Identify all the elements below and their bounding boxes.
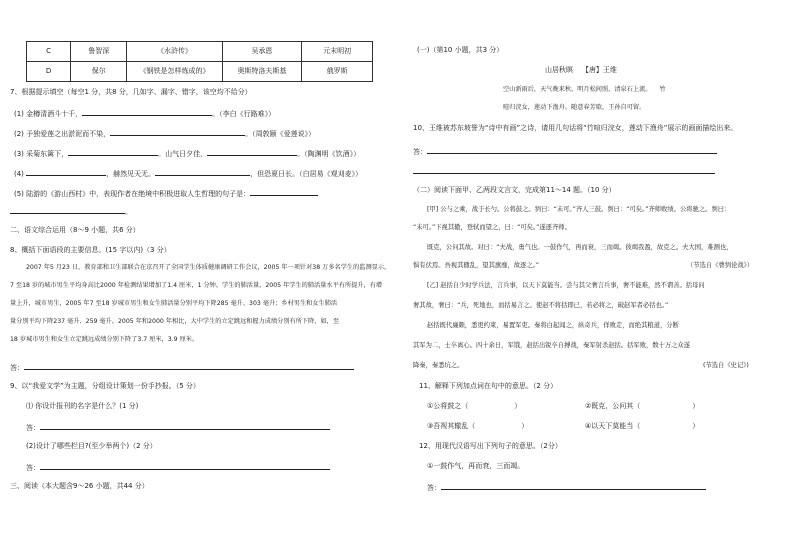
q11-close: ） [521,422,529,430]
answer-blank[interactable] [427,146,717,154]
q10-answer-line-2 [413,166,715,176]
answer-label: 答： [26,424,40,432]
q11-d: ④以天下莫能当（ [585,422,641,430]
q7-s3 [14,148,360,158]
q7-s2-prefix: (2) 予独爱莲之出淤泥而不染， [14,130,111,138]
q11-row-1 [427,402,521,410]
yi-line-5: 降秦，秦悉坑之。 [413,362,464,369]
jia-line-3: 既克，公问其故。对曰：“夫战，勇气也。一鼓作气，再而衰，三而竭。彼竭我盈，故克之。夫大国，难测也， [427,244,733,251]
q12-title: 12、用现代汉语写出下列句子的意思。（2分） [419,442,562,450]
table-row [27,62,373,82]
jia-line-1 [427,206,730,214]
part-2-heading: （二）阅读下面甲、乙两段文言文，完成第11～14 题。（10 分） [413,186,616,194]
q8-p5: 18 岁城市男生和女生立定跳远成绩分别下降了3.7 厘米，3.9 厘米。 [10,336,199,343]
jia-source: （节选自《曹刿论战》） [687,262,754,269]
q7-s5 [14,188,318,198]
q7-s2 [14,128,315,138]
poem-line-1-text: 空山新雨后，天气晚来秋。明月松间照，清泉石上流。 [503,86,652,93]
table-cell: 俄罗斯 [302,62,373,82]
q7-s4-prefix: (4) [14,170,27,178]
part-1-heading: (一)（第10 小题，共3 分） [417,46,504,54]
answer-blank[interactable] [40,462,330,470]
q7-s4 [14,168,362,178]
poem-line-1 [503,86,666,93]
yi-source: (节选自《史记》) [703,362,749,369]
q11-row-2b [585,422,699,430]
poem-author: 【唐】王维 [581,66,617,74]
q11-a: ①公将鼓之（ [427,402,469,410]
q8-answer [10,362,354,372]
jia-label: [甲] [427,206,439,213]
table-cell: 保尔 [71,62,127,82]
q7-s2-suffix: 。（周敦颐《爱莲说》） [245,130,316,138]
answer-label: 答： [26,464,40,472]
q11-close: ） [692,422,700,430]
q7-s3-mid: 。山气日夕佳， [158,150,208,158]
jia-line-4: 惧有伏焉。吾视其辙乱，望其旗靡，故逐之。” [413,262,540,269]
q11-c: ③吾视其辙乱（ [427,422,476,430]
q11-b: ②既克，公问其（ [585,402,641,410]
q10-text: 10、王维被苏东坡誉为“诗中有画”之诗，请用几句话将“竹喧归浣女，莲动下渔舟”展示的画面描绘出来。 [413,124,738,132]
q10-answer [413,146,717,156]
q7-s1-prefix: (1) 金樽清酒斗十千， [14,110,83,118]
poem-line-3: 喧归浣女，莲动下渔舟。随意春芳歇，王孙自可留。 [503,104,646,111]
answer-label: 答： [10,364,24,372]
answer-blank[interactable] [10,206,125,214]
q9-title: 9、以“我爱文学”为主题，分组设计策划一份手抄报。（5 分） [10,382,200,390]
q8-p4: 量分别平均下降237 毫升、259 毫升。2005 年和2000 年相比，大中学生的立定跳远和握力成绩分别有所下降，如，至 [10,318,340,325]
answer-blank[interactable] [68,148,158,156]
answer-blank[interactable] [110,128,245,136]
q9-a1 [26,422,330,432]
answer-blank[interactable] [24,362,354,370]
q8-p1: 2007 年5 月23 日，教育部和卫生部联合在京召开了全国学生体质健康调研工作会议，2005 年一项针对38 万多名学生的监测显示， [26,264,391,271]
q7-s3-prefix: (3) 采菊东篱下， [14,150,69,158]
answer-blank[interactable] [250,188,318,196]
table-row [27,42,373,62]
q7-s3-suffix: 。（陶渊明《饮酒》） [297,150,361,158]
table-cell: 吴承恩 [222,42,302,62]
section-3-heading: 三、阅读（本大题含9～26 小题，共44 分） [10,482,149,490]
q11-row-1b [585,402,699,410]
q11-close: ） [514,402,522,410]
q11-close: ） [692,402,700,410]
poem-heading [545,66,617,74]
yi-line-1: [乙] 赵括自少时学兵法，言兵事，以天下莫能当。尝与其父奢言兵事，奢不能难，然不谓善。括母问 [427,282,705,289]
answer-blank[interactable] [413,166,715,174]
jia-line-1-text: 公与之乘，战于长勺。公将鼓之。刿曰：“未可。”齐人三鼓。刿曰：“可矣。”齐师败绩。公将驰之。刿曰： [440,206,731,213]
table-cell: C [27,42,71,62]
q7-title: 7、根据提示填空（每空1 分，共8 分，几如字、漏字、错字，该空均不给分） [10,88,252,96]
yi-line-4: 其军为二，士卒离心。四十余日，军饿，赵括出锐卒自搏战，秦军射杀赵括。括军败，数十万之众遂 [413,342,691,349]
table-cell: 鲁智深 [71,42,127,62]
answer-blank[interactable] [82,108,212,116]
answer-blank[interactable] [40,422,330,430]
q11-title: 11、解释下列加点词在句中的意思。（2 分） [419,382,558,390]
q7-s4-mid2: ，但恐夏日长。（白居易《观刈麦》） [250,170,363,178]
answer-blank[interactable] [155,168,250,176]
table-cell: 《钢铁是怎样炼成的》 [127,62,222,82]
q9-a2 [26,462,330,472]
q7-s5-cont [10,206,132,216]
table-cell: 元末明初 [302,42,373,62]
q7-s1-suffix: 。（李白《行路难》） [212,110,276,118]
q9-s2: (2)设计了哪些栏目?(至少举两个)（2 分） [26,442,157,450]
answer-label: 答： [427,484,441,492]
q8-p2: 7 至18 岁的城市男生平均身高比2000 年检测结果增加了1.4 厘米，1 分钟。学生的肺活量，2005 年学生的肺活量水平有所提升，有增 [10,282,383,289]
book-table [26,41,373,82]
poem-line-2-text: 竹 [659,86,666,93]
q12-sentence: ①一鼓作气，再而衰，三而竭。 [427,462,525,470]
answer-blank[interactable] [26,168,106,176]
table-cell: D [27,62,71,82]
table-cell: 《水浒传》 [127,42,222,62]
answer-blank[interactable] [441,482,706,490]
q12-answer [427,482,706,492]
q8-title: 8、概括下面语段的主要信息。(15 字以内)（3 分） [10,246,171,254]
answer-blank[interactable] [207,148,297,156]
yi-line-2: 奢其故，奢曰：“兵，死地也，而括易言之。使赵不将括即已，若必将之，破赵军者必括也。” [413,302,669,309]
section-2-heading: 二、语文综合运用（8～9 小题，共6 分） [10,226,140,234]
q7-s5-end: 。 [125,208,132,216]
q8-p3: 量上升，城市男生，2005 年7 至18 岁城市男生和女生肺活量分别平均下降285 毫升、303 毫升；乡村男生和女生肺活 [10,300,338,307]
q7-s1 [14,108,275,118]
q9-s1: ⑴ 你设计报刊的名字是什么？(1 分) [26,402,139,410]
poem-title: 山居秋暝 [545,66,573,74]
q7-s5-text: (5) 陆游的《游山西村》中，表现作者在绝境中积极进取人生哲理的句子是： [14,190,251,198]
table-cell: 奥斯特洛夫斯基 [222,62,302,82]
answer-label: 答： [413,148,427,156]
jia-line-2: “未可。”下视其辙，登轼而望之，曰：“可矣。”遂逐齐师。 [413,224,571,231]
q11-row-2 [427,422,528,430]
q7-s4-mid: ，赫然见天无。 [106,170,156,178]
yi-line-3: 赵括既代廉颇，悉更约束，易置军吏。秦将白起闻之，纵奇兵，佯败走，而绝其粮道，分断 [427,322,679,329]
